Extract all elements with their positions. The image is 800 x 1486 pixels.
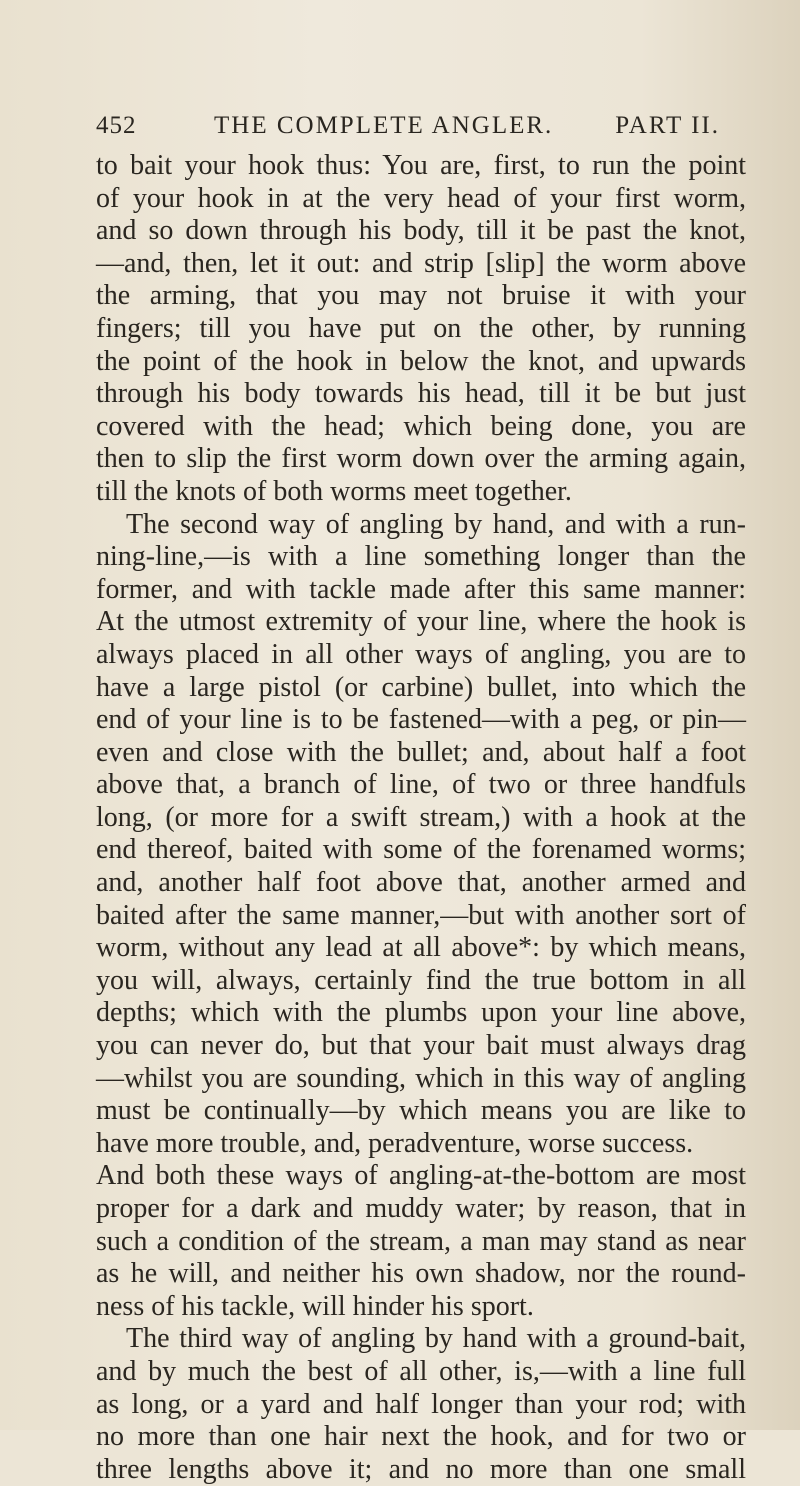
running-title: THE COMPLETE ANGLER. bbox=[214, 112, 554, 139]
page-number: 452 bbox=[96, 112, 137, 139]
text-line: you can never do, but that your bait must always drag bbox=[96, 1030, 746, 1062]
text-line: fingers; till you have put on the other, by running bbox=[96, 312, 746, 344]
text-line: At the utmost extremity of your line, where the hook is bbox=[96, 606, 746, 638]
text-line: baited after the same manner,—but with another sort of bbox=[96, 899, 746, 931]
text-line: end thereof, baited with some of the forenamed worms; bbox=[96, 834, 746, 866]
running-header bbox=[96, 112, 720, 146]
text-line: till the knots of both worms meet together. bbox=[96, 475, 572, 507]
text-line: such a condition of the stream, a man may stand as near bbox=[96, 1225, 746, 1257]
text-line: And both these ways of angling-at-the-bottom are most bbox=[96, 1160, 746, 1192]
text-line: even and close with the bullet; and, about half a foot bbox=[96, 736, 746, 768]
text-line: ning-line,—is with a line something longer than the bbox=[96, 541, 746, 573]
text-line: as he will, and neither his own shadow, nor the round- bbox=[96, 1258, 746, 1290]
text-line: The second way of angling by hand, and with a run- bbox=[126, 508, 746, 540]
text-line: of your hook in at the very head of your first worm, bbox=[96, 182, 746, 214]
text-line: you will, always, certainly find the true bottom in all bbox=[96, 964, 746, 996]
text-line: three lengths above it; and no more than one small bbox=[96, 1453, 746, 1485]
text-line: above that, a branch of line, of two or three handfuls bbox=[96, 769, 746, 801]
text-line: covered with the head; which being done, you are bbox=[96, 410, 746, 442]
text-line: to bait your hook thus: You are, first, to run the point bbox=[96, 150, 746, 181]
text-line: and by much the best of all other, is,—with a line full bbox=[96, 1355, 746, 1387]
text-line: depths; which with the plumbs upon your line above, bbox=[96, 997, 746, 1029]
part-label: PART II. bbox=[615, 112, 720, 139]
text-line: —and, then, let it out: and strip [slip] the worm above bbox=[96, 247, 746, 279]
text-line: as long, or a yard and half longer than your rod; with bbox=[96, 1388, 746, 1420]
text-line: ness of his tackle, will hinder his sport. bbox=[96, 1290, 534, 1322]
body-text bbox=[96, 150, 746, 1486]
text-line: worm, without any lead at all above*: by which means, bbox=[96, 932, 746, 964]
text-line: the arming, that you may not bruise it with your bbox=[96, 280, 746, 312]
text-line: proper for a dark and muddy water; by reason, that in bbox=[96, 1193, 746, 1224]
text-line: and, another half foot above that, another armed and bbox=[96, 867, 746, 899]
text-line: must be continually—by which means you are like to bbox=[96, 1095, 746, 1127]
text-line: The third way of angling by hand with a ground-bait, bbox=[126, 1323, 746, 1355]
text-line: always placed in all other ways of angling, you are to bbox=[96, 638, 746, 670]
text-line: the point of the hook in below the knot, and upwards bbox=[96, 345, 746, 377]
text-line: through his body towards his head, till it be but just bbox=[96, 378, 746, 410]
text-line: —whilst you are sounding, which in this way of angling bbox=[96, 1062, 746, 1094]
text-line: no more than one hair next the hook, and for two or bbox=[96, 1421, 746, 1453]
text-line: have more trouble, and, peradventure, worse success. bbox=[96, 1127, 694, 1159]
text-line: and so down through his body, till it be past the knot, bbox=[96, 215, 746, 247]
text-line: have a large pistol (or carbine) bullet, into which the bbox=[96, 671, 746, 703]
text-line: long, (or more for a swift stream,) with a hook at the bbox=[96, 801, 746, 833]
text-line: end of your line is to be fastened—with a peg, or pin— bbox=[96, 704, 746, 736]
text-line: then to slip the first worm down over the arming again, bbox=[96, 443, 746, 475]
text-line: former, and with tackle made after this same manner: bbox=[96, 573, 746, 605]
